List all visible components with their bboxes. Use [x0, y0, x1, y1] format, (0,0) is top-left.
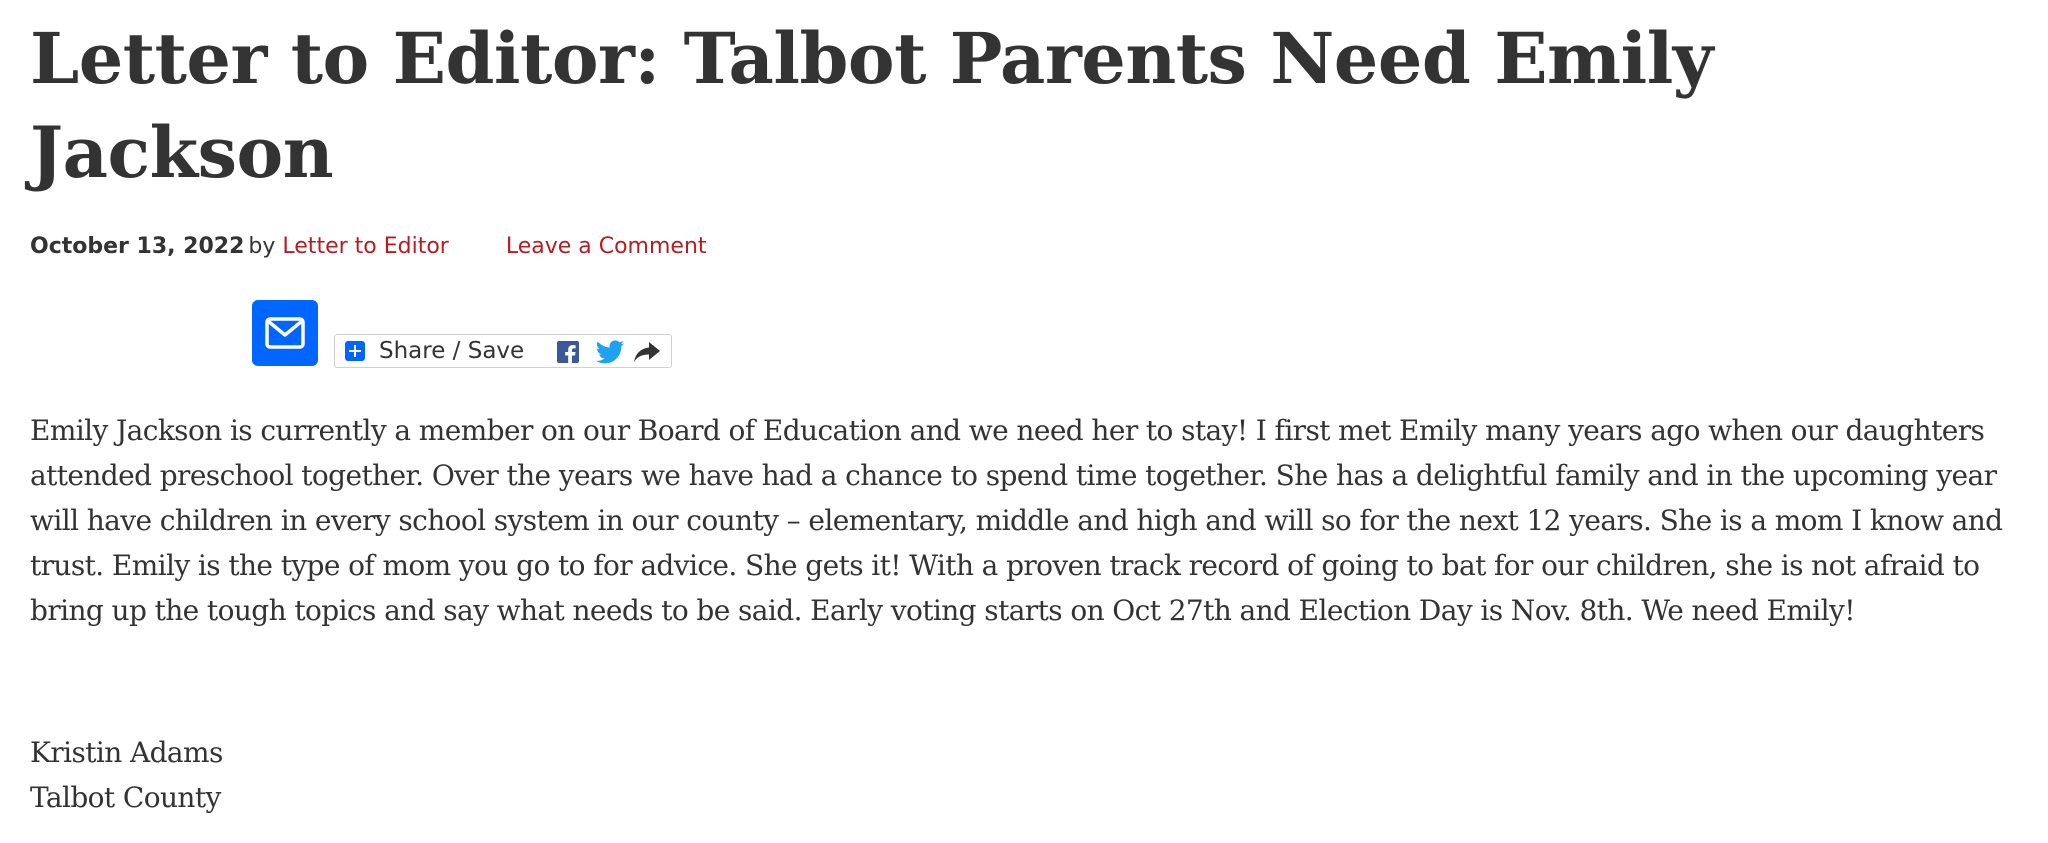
email-icon: [265, 317, 305, 349]
author-link[interactable]: Letter to Editor: [282, 234, 449, 259]
share-arrow-icon[interactable]: [633, 340, 661, 373]
email-share-button[interactable]: [252, 300, 318, 366]
share-save-label: Share / Save: [379, 338, 525, 364]
leave-comment-link[interactable]: Leave a Comment: [505, 234, 707, 259]
twitter-icon[interactable]: [595, 340, 625, 373]
signature-name: Kristin Adams: [30, 736, 223, 769]
post-date: October 13, 2022: [30, 234, 245, 259]
facebook-icon[interactable]: [557, 341, 579, 363]
article: [30, 0, 2020, 814]
plus-icon: [345, 341, 365, 361]
signature: [30, 730, 223, 820]
by-label: by: [248, 234, 276, 259]
signature-location: Talbot County: [30, 781, 221, 814]
article-meta: [30, 232, 707, 262]
share-save-button[interactable]: [334, 334, 672, 368]
letter-body: Emily Jackson is currently a member on our Board of Education and we need her to stay! I first met Emily many years ago when our daughters attended preschool together. Over the years we have had a chance to spend time together. She has a delightful family and in the upcoming year will have children in every school system in our county – elementary, middle and high and will so for the next 12 years. She is a mom I know and trust. Emily is the type of mom you go to for advice. She gets it! With a proven track record of going to bat for our children, she is not afraid to bring up the tough topics and say what needs to be said. Early voting starts on Oct 27th and Election Day is Nov. 8th. We need Emily!: [30, 414, 2003, 627]
article-title: Letter to Editor: Talbot Parents Need Emily Jackson: [30, 17, 1713, 194]
